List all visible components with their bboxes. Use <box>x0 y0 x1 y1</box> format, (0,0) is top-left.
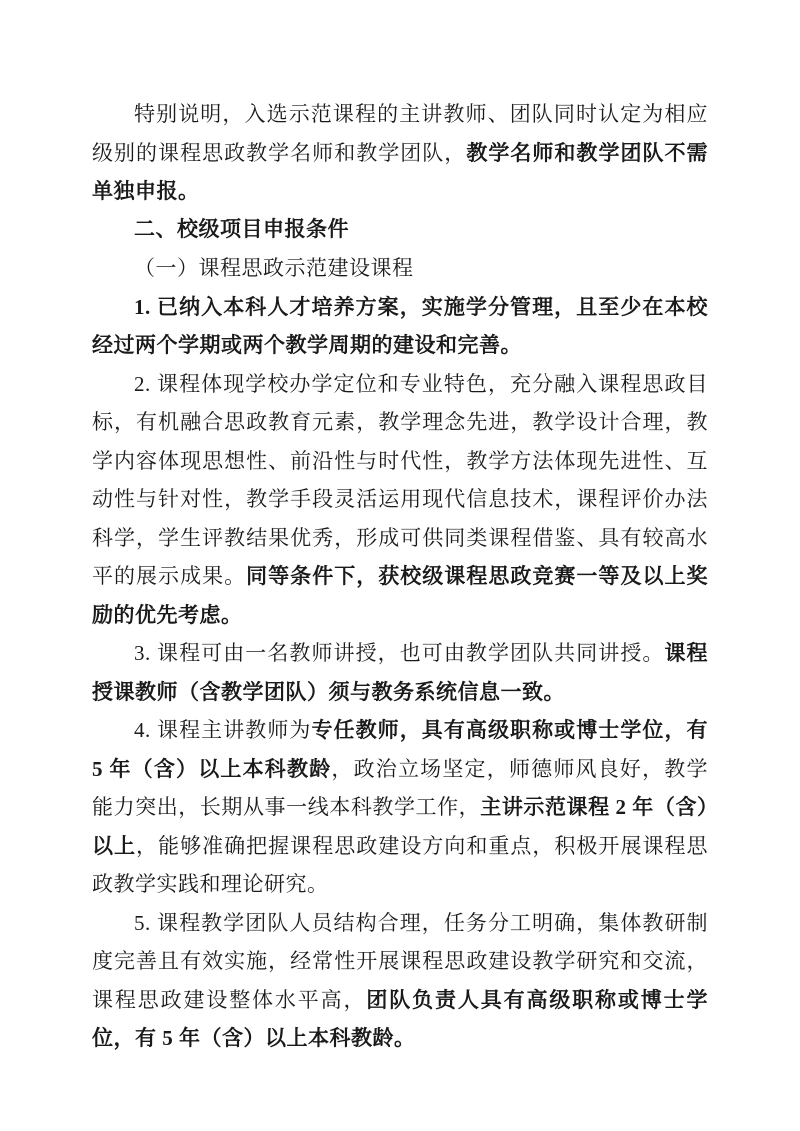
text-run-bold: 教学名师和教学团队不需单独申报。 <box>92 140 709 203</box>
paragraph-body-5 <box>92 634 708 711</box>
paragraph-body-4 <box>92 365 708 635</box>
text-run: 2. 课程体现学校办学定位和专业特色，充分融入课程思政目标，有机融合思政教育元素，教学理念先进，教学设计合理，教学内容体现思想性、前沿性与时代性，教学方法体现先进性、互动性与针对性，教学手段灵活运用现代信息技术，课程评价办法科学，学生评教结果优秀，形成可供同类课程借鉴、具有较高水平的展示成果。 <box>92 371 708 588</box>
paragraph-body-3 <box>92 288 708 365</box>
text-run: （一）课程思政示范建设课程 <box>134 256 414 280</box>
document-body <box>92 95 708 1058</box>
text-run-bold: 1. 已纳入本科人才培养方案，实施学分管理，且至少在本校经过两个学期或两个教学周期的建设和完善。 <box>92 294 708 357</box>
text-run-bold: 团队负责人具有高级职称或博士学位，有 5 年（含）以上本科教龄。 <box>92 987 709 1050</box>
text-run-bold: 二、校级项目申报条件 <box>134 217 349 241</box>
text-run: 5. 课程教学团队人员结构合理，任务分工明确，集体教研制度完善且有效实施，经常性开展课程思政建设教学研究和交流，课程思政建设整体水平高， <box>92 910 708 1012</box>
paragraph-body-6 <box>92 711 708 904</box>
text-run-bold: 同等条件下，获校级课程思政竞赛一等及以上奖励的优先考虑。 <box>92 564 709 627</box>
text-run: ，能够准确把握课程思政建设方向和重点，积极开展课程思政教学实践和理论研究。 <box>92 833 709 896</box>
paragraph-body-0 <box>92 95 708 211</box>
text-run: ，政治立场坚定，师德师风良好，教学能力突出，长期从事一线本科教学工作， <box>92 756 709 819</box>
text-run: 4. 课程主讲教师为 <box>134 718 312 742</box>
text-run-bold: 主讲示范课程 2 年（含）以上 <box>92 795 709 858</box>
paragraph-body-7 <box>92 904 708 1058</box>
paragraph-subheading-2 <box>92 249 708 288</box>
text-run: 特别说明，入选示范课程的主讲教师、团队同时认定为相应级别的课程思政教学名师和教学团队， <box>92 102 708 165</box>
text-run: 3. 课程可由一名教师讲授，也可由教学团队共同讲授。 <box>134 641 665 665</box>
text-run-bold: 课程授课教师（含教学团队）须与教务系统信息一致。 <box>92 641 709 704</box>
paragraph-heading-1 <box>92 211 708 250</box>
text-run-bold: 专任教师，具有高级职称或博士学位，有 5 年（含）以上本科教龄 <box>92 718 709 781</box>
